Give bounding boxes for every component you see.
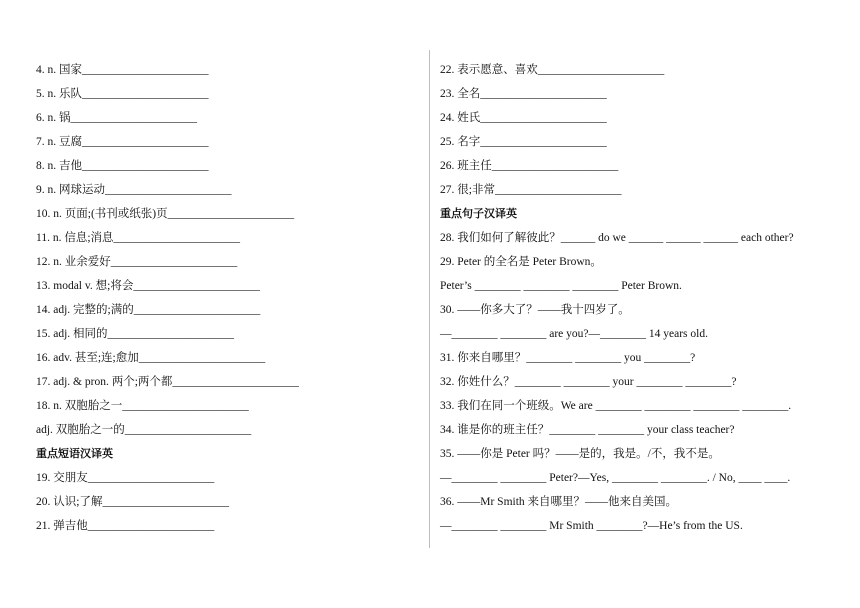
right-column (440, 58, 845, 538)
exercise-line: 6. n. 锅______________________ (36, 112, 197, 124)
section-title-sentences: 重点句子汉译英 (440, 207, 517, 220)
exercise-line: 9. n. 网球运动______________________ (36, 184, 232, 196)
exercise-line: 7. n. 豆腐______________________ (36, 136, 209, 148)
exercise-line: 34. 谁是你的班主任？________ ________ your class teacher? (440, 424, 735, 436)
exercise-line: 33. 我们在同一个班级。We are ________ ________ ________ ________. (440, 400, 792, 412)
exercise-line: 19. 交朋友______________________ (36, 472, 215, 484)
exercise-line: 5. n. 乐队______________________ (36, 88, 209, 100)
exercise-line: —________ ________ Mr Smith ________?—He’s from the US. (440, 520, 743, 532)
section-title-phrases: 重点短语汉译英 (36, 447, 113, 460)
exercise-line: 28. 我们如何了解彼此？______ do we ______ ______ ______ each other? (440, 232, 794, 244)
exercise-line: 35. ——你是 Peter 吗？——是的，我是。/不，我不是。 (440, 448, 720, 460)
exercise-line: adj. 双胞胎之一的______________________ (36, 424, 252, 436)
exercise-line: 27. 很;非常______________________ (440, 184, 622, 196)
exercise-line: 24. 姓氏______________________ (440, 112, 607, 124)
exercise-line: —________ ________ are you?—________ 14 years old. (440, 328, 708, 340)
exercise-line: 31. 你来自哪里？________ ________ you ________? (440, 352, 696, 364)
exercise-line: 36. ——Mr Smith 来自哪里？——他来自美国。 (440, 496, 678, 508)
exercise-line: 21. 弹吉他______________________ (36, 520, 215, 532)
exercise-line: 12. n. 业余爱好______________________ (36, 256, 238, 268)
exercise-line: 10. n. 页面;(书刊或纸张)页______________________ (36, 208, 295, 220)
exercise-line: —________ ________ Peter?—Yes, ________ ________. / No, ____ ____. (440, 472, 791, 484)
exercise-line: 29. Peter 的全名是 Peter Brown。 (440, 256, 602, 268)
column-divider (429, 50, 430, 548)
exercise-line: 20. 认识;了解______________________ (36, 496, 229, 508)
exercise-line: 18. n. 双胞胎之一______________________ (36, 400, 249, 412)
exercise-line: 32. 你姓什么？________ ________ your ________ ________? (440, 376, 737, 388)
exercise-line: 13. modal v. 想;将会______________________ (36, 280, 260, 292)
exercise-line: 14. adj. 完整的;满的______________________ (36, 304, 261, 316)
exercise-line: 26. 班主任______________________ (440, 160, 619, 172)
exercise-line: 23. 全名______________________ (440, 88, 607, 100)
exercise-line: 8. n. 吉他______________________ (36, 160, 209, 172)
exercise-line: 25. 名字______________________ (440, 136, 607, 148)
exercise-line: Peter’s ________ ________ ________ Peter Brown. (440, 280, 682, 292)
exercise-line: 15. adj. 相同的______________________ (36, 328, 235, 340)
exercise-line: 4. n. 国家______________________ (36, 64, 209, 76)
exercise-line: 16. adv. 甚至;连;愈加______________________ (36, 352, 266, 364)
left-column (36, 58, 396, 538)
exercise-line: 30. ——你多大了？——我十四岁了。 (440, 304, 630, 316)
exercise-line: 22. 表示愿意、喜欢______________________ (440, 64, 665, 76)
exercise-line: 17. adj. & pron. 两个;两个都______________________ (36, 376, 299, 388)
exercise-line: 11. n. 信息;消息______________________ (36, 232, 241, 244)
